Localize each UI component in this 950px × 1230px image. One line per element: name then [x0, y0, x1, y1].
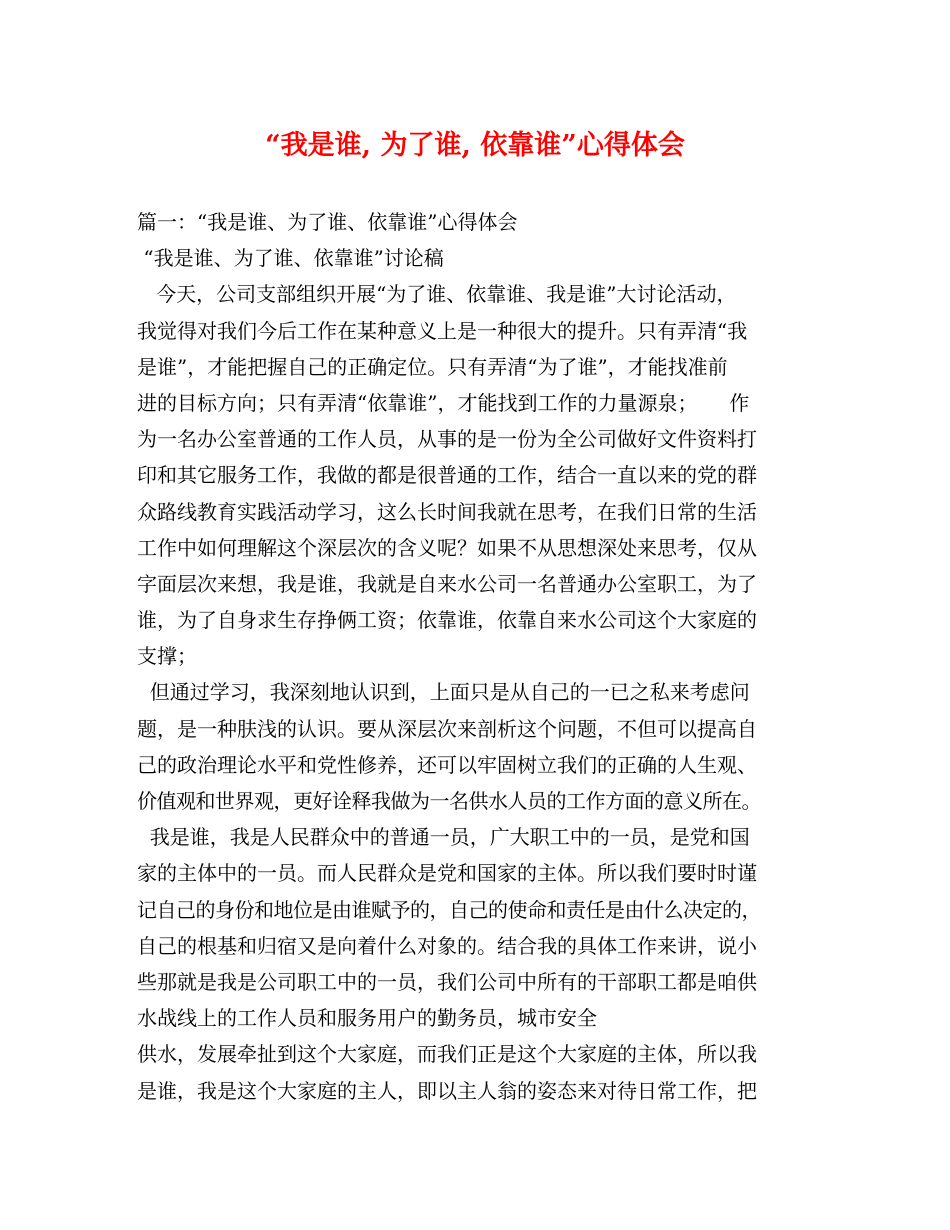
text-line: 是谁”，才能把握自己的正确定位。只有弄清“为了谁”，才能找准前 [137, 354, 728, 379]
text-line: “我是谁、为了谁、依靠谁”讨论稿 [137, 246, 444, 271]
document-title: “我是谁, 为了谁, 依靠谁”心得体会 [265, 130, 685, 161]
text-line: 众路线教育实践活动学习，这么长时间我就在思考，在我们日常的生活 [137, 499, 757, 524]
document-body [137, 204, 827, 1109]
text-line: 但通过学习，我深刻地认识到，上面只是从自己的一已之私来考虑问 [137, 680, 750, 705]
text-line: 价值观和世界观，更好诠释我做为一名供水人员的工作方面的意义所在。 [137, 789, 761, 813]
text-line: 支撑； [137, 644, 197, 669]
text-line: 谁，为了自身求生存挣俩工资；依靠谁，依靠自来水公司这个大家庭的 [137, 608, 757, 633]
text-line: 我觉得对我们今后工作在某种意义上是一种很大的提升。只有弄清“我 [137, 318, 748, 343]
text-line: 记自己的身份和地位是由谁赋予的，自己的使命和责任是由什么决定的， [137, 897, 761, 922]
text-line: 供水，发展牵扯到这个大家庭，而我们正是这个大家庭的主体，所以我 [137, 1042, 757, 1067]
text-line: 字面层次来想，我是谁，我就是自来水公司一名普通办公室职工，为了 [137, 571, 757, 596]
text-line: 我是谁，我是人民群众中的普通一员，广大职工中的一员，是党和国 [137, 825, 750, 850]
text-line: 题，是一种肤浅的认识。要从深层次来剖析这个问题，不但可以提高自 [137, 716, 757, 741]
text-line: 今天，公司支部组织开展“为了谁、依靠谁、我是谁”大讨论活动， [137, 282, 737, 307]
text-line: 工作中如何理解这个深层次的含义呢？如果不从思想深处来思考，仅从 [137, 535, 757, 560]
text-line: 自己的根基和归宿又是向着什么对象的。结合我的具体工作来讲，说小 [137, 933, 757, 958]
text-line: 为一名办公室普通的工作人员，从事的是一份为全公司做好文件资料打 [137, 427, 757, 452]
text-line: 印和其它服务工作，我做的都是很普通的工作，结合一直以来的党的群 [137, 463, 757, 488]
text-line: 是谁，我是这个大家庭的主人，即以主人翁的姿态来对待日常工作，把 [137, 1078, 757, 1103]
text-line: 些那就是我是公司职工中的一员，我们公司中所有的干部职工都是咱供 [137, 969, 757, 994]
text-line: 进的目标方向；只有弄清“依靠谁”，才能找到工作的力量源泉； 作 [137, 390, 750, 415]
text-line: 篇一：“我是谁、为了谁、依靠谁”心得体会 [137, 210, 518, 234]
text-line: 水战线上的工作人员和服务用户的勤务员，城市安全 [137, 1006, 597, 1031]
text-line: 己的政治理论水平和党性修养，还可以牢固树立我们的正确的人生观、 [137, 752, 757, 777]
text-line: 家的主体中的一员。而人民群众是党和国家的主体。所以我们要时时谨 [137, 861, 757, 886]
